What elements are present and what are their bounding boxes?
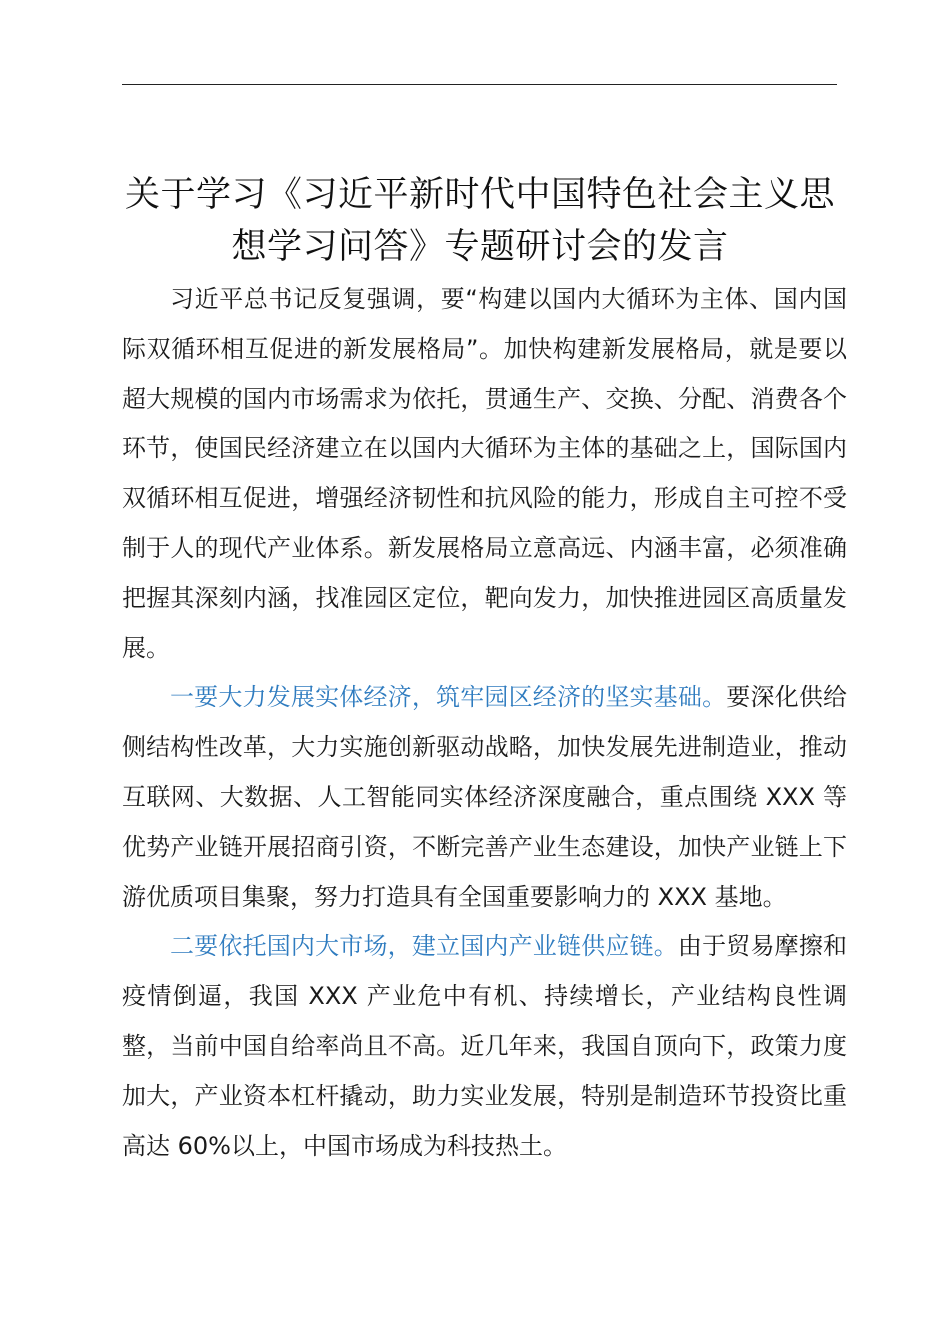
title-line-1: 关于学习《习近平新时代中国特色社会主义思	[124, 175, 835, 216]
paragraph-intro	[122, 275, 847, 673]
paragraph-text: 要深化供给侧结构性改革，大力实施创新驱动战略，加快发展先进制造业，推动互联网、大数据、人工智能同实体经济深度融合，重点围绕 XXX 等优势产业链开展招商引资，不断完善产业生态建设，加快产业链上下游优质项目集聚，努力打造具有全国重要影响力的 XXX 基地。	[122, 683, 848, 911]
document-title	[110, 169, 850, 273]
document-body	[122, 275, 847, 1171]
header-rule	[122, 84, 837, 85]
paragraph-point-2	[122, 922, 847, 1171]
paragraph-lead-heading: 一要大力发展实体经济，筑牢园区经济的坚实基础。	[170, 683, 727, 712]
paragraph-text: 由于贸易摩擦和疫情倒逼，我国 XXX 产业危中有机、持续增长，产业结构良性调整，当前中国自给率尚且不高。近几年来，我国自顶向下，政策力度加大，产业资本杠杆撬动，助力实业发展，特别是制造环节投资比重高达 60%以上，中国市场成为科技热土。	[122, 932, 848, 1160]
title-line-2: 想学习问答》专题研讨会的发言	[231, 227, 729, 268]
paragraph-lead-heading: 二要依托国内大市场，建立国内产业链供应链。	[170, 932, 678, 961]
paragraph-text: 习近平总书记反复强调，要“构建以国内大循环为主体、国内国际双循环相互促进的新发展格局”。加快构建新发展格局，就是要以超大规模的国内市场需求为依托，贯通生产、交换、分配、消费各个环节，使国民经济建立在以国内大循环为主体的基础之上，国际国内双循环相互促进，增强经济韧性和抗风险的能力，形成自主可控不受制于人的现代产业体系。新发展格局立意高远、内涵丰富，必须准确把握其深刻内涵，找准园区定位，靶向发力，加快推进园区高质量发展。	[122, 285, 847, 662]
paragraph-point-1	[122, 673, 847, 922]
